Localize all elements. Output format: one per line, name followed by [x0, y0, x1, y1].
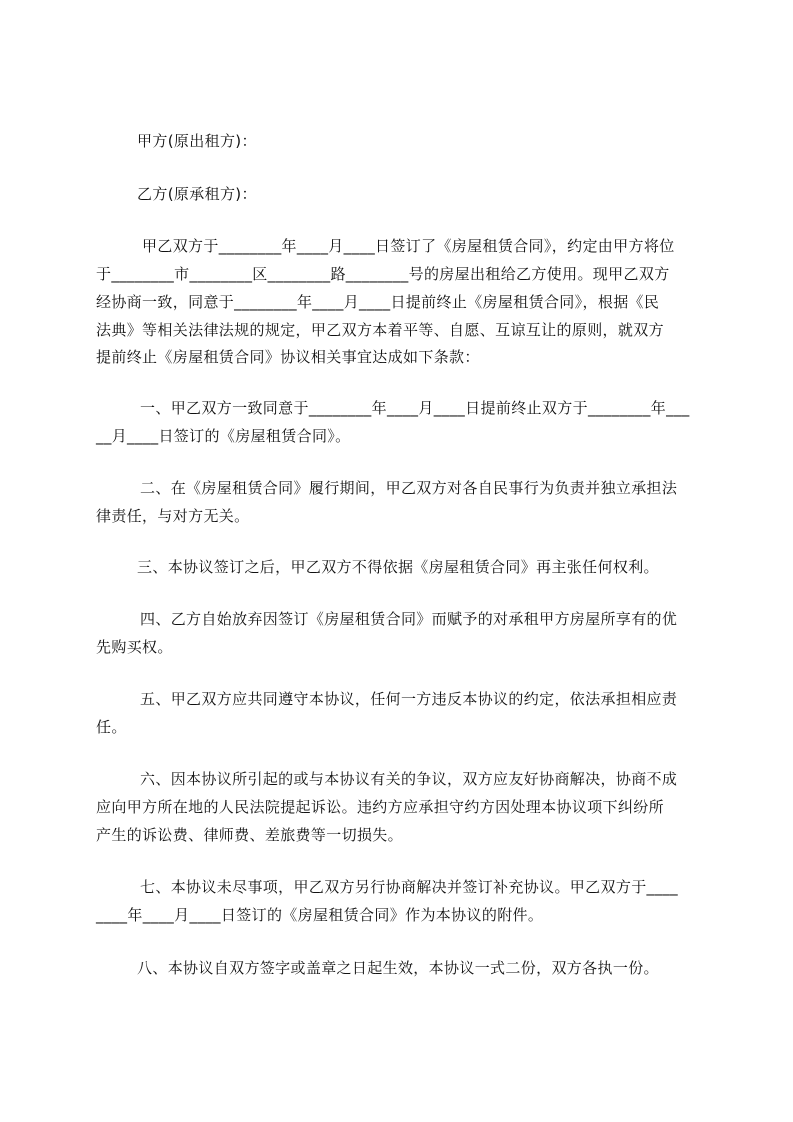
intro-line: 提前终止《房屋租赁合同》协议相关事宜达成如下条款：: [96, 348, 480, 366]
clause-line: 先购买权。: [96, 638, 173, 656]
clause-line: 应向甲方所在地的人民法院提起诉讼。违约方应承担守约方因处理本协议项下纠纷所: [96, 798, 664, 816]
party-a-label: 甲方(原出租方)：: [137, 132, 257, 150]
clause-line: 五、甲乙双方应共同遵守本协议，任何一方违反本协议的约定，依法承担相应责: [140, 690, 678, 708]
intro-line: 经协商一致，同意于________年____月____日提前终止《房屋租赁合同》，根据《民: [96, 293, 660, 311]
clause-line: 产生的诉讼费、律师费、差旅费等一切损失。: [96, 826, 404, 844]
clause-line: 二、在《房屋租赁合同》履行期间，甲乙双方对各自民事行为负责并独立承担法: [140, 479, 678, 497]
clause-line: 八、本协议自双方签字或盖章之日起生效，本协议一式二份，双方各执一份。: [137, 959, 659, 977]
clause-line: 三、本协议签订之后，甲乙双方不得依据《房屋租赁合同》再主张任何权利。: [137, 558, 659, 576]
clause-line: __月____日签订的《房屋租赁合同》。: [96, 427, 351, 445]
intro-line: 甲乙双方于________年____月____日签订了《房屋租赁合同》，约定由甲方将位: [142, 237, 675, 255]
clause-line: 七、本协议未尽事项，甲乙双方另行协商解决并签订补充协议。甲乙双方于____: [140, 878, 678, 896]
clause-line: 任。: [96, 718, 127, 736]
clause-line: 律责任，与对方无关。: [96, 507, 250, 525]
party-b-label: 乙方(原承租方)：: [137, 185, 257, 203]
clause-line: ____年____月____日签订的《房屋租赁合同》作为本协议的附件。: [96, 906, 544, 924]
clause-line: 四、乙方自始放弃因签订《房屋租赁合同》而赋予的对承租甲方房屋所享有的优: [140, 610, 678, 628]
intro-line: 法典》等相关法律法规的规定，甲乙双方本着平等、自愿、互谅互让的原则，就双方: [96, 321, 664, 339]
intro-line: 于________市________区________路________号的房屋出租给乙方使用。现甲乙双方: [96, 265, 670, 283]
clause-line: 六、因本协议所引起的或与本协议有关的争议，双方应友好协商解决，协商不成: [140, 770, 678, 788]
clause-line: 一、甲乙双方一致同意于________年____月____日提前终止双方于________年___: [140, 399, 690, 417]
